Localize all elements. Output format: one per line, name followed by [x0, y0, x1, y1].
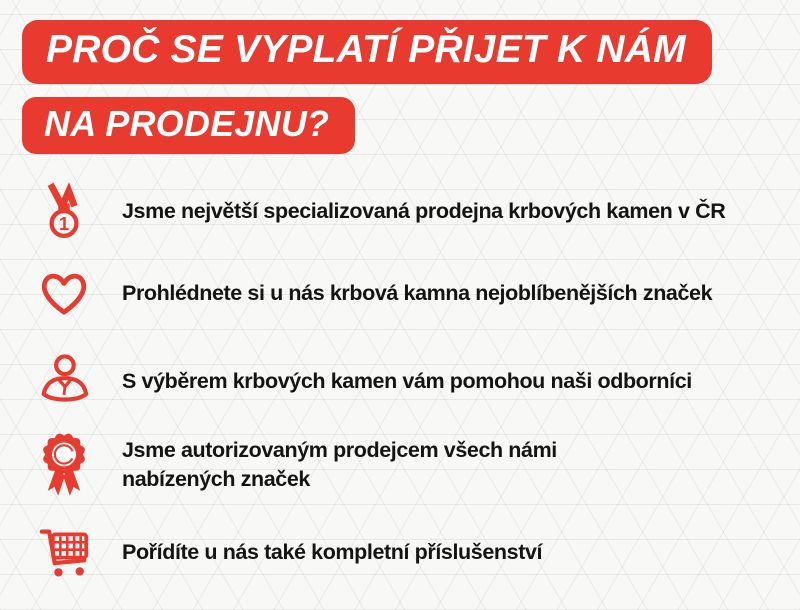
benefit-item	[36, 432, 627, 498]
benefit-item	[36, 178, 725, 244]
award-rosette-icon	[36, 432, 92, 498]
heart-icon	[36, 260, 92, 326]
benefit-text: Pořídíte u nás také kompletní příslušenství	[122, 539, 543, 564]
headline-text-line1: PROČ SE VYPLATÍ PŘIJET K NÁM	[46, 28, 686, 71]
benefit-text: Prohlédnete si u nás krbová kamna nejoblíbenějších značek	[122, 280, 713, 305]
benefit-item	[36, 260, 712, 326]
benefit-text: Jsme největší specializovaná prodejna krbových kamen v ČR	[122, 198, 726, 223]
headline-text-line2: NA PRODEJNU?	[44, 102, 330, 144]
benefit-text: Jsme autorizovaným prodejcem všech námi nabízených značek	[122, 438, 557, 491]
medal-icon	[36, 178, 92, 244]
benefit-item	[36, 519, 542, 585]
shopping-cart-icon	[36, 519, 92, 585]
headline-banner-line2	[22, 97, 355, 154]
advisor-icon	[36, 348, 92, 414]
benefit-text: S výběrem krbových kamen vám pomohou naši odborníci	[122, 368, 692, 393]
benefit-item	[36, 348, 692, 414]
medal-rank-number: 1	[58, 214, 70, 235]
headline-banner-line1	[22, 20, 712, 84]
